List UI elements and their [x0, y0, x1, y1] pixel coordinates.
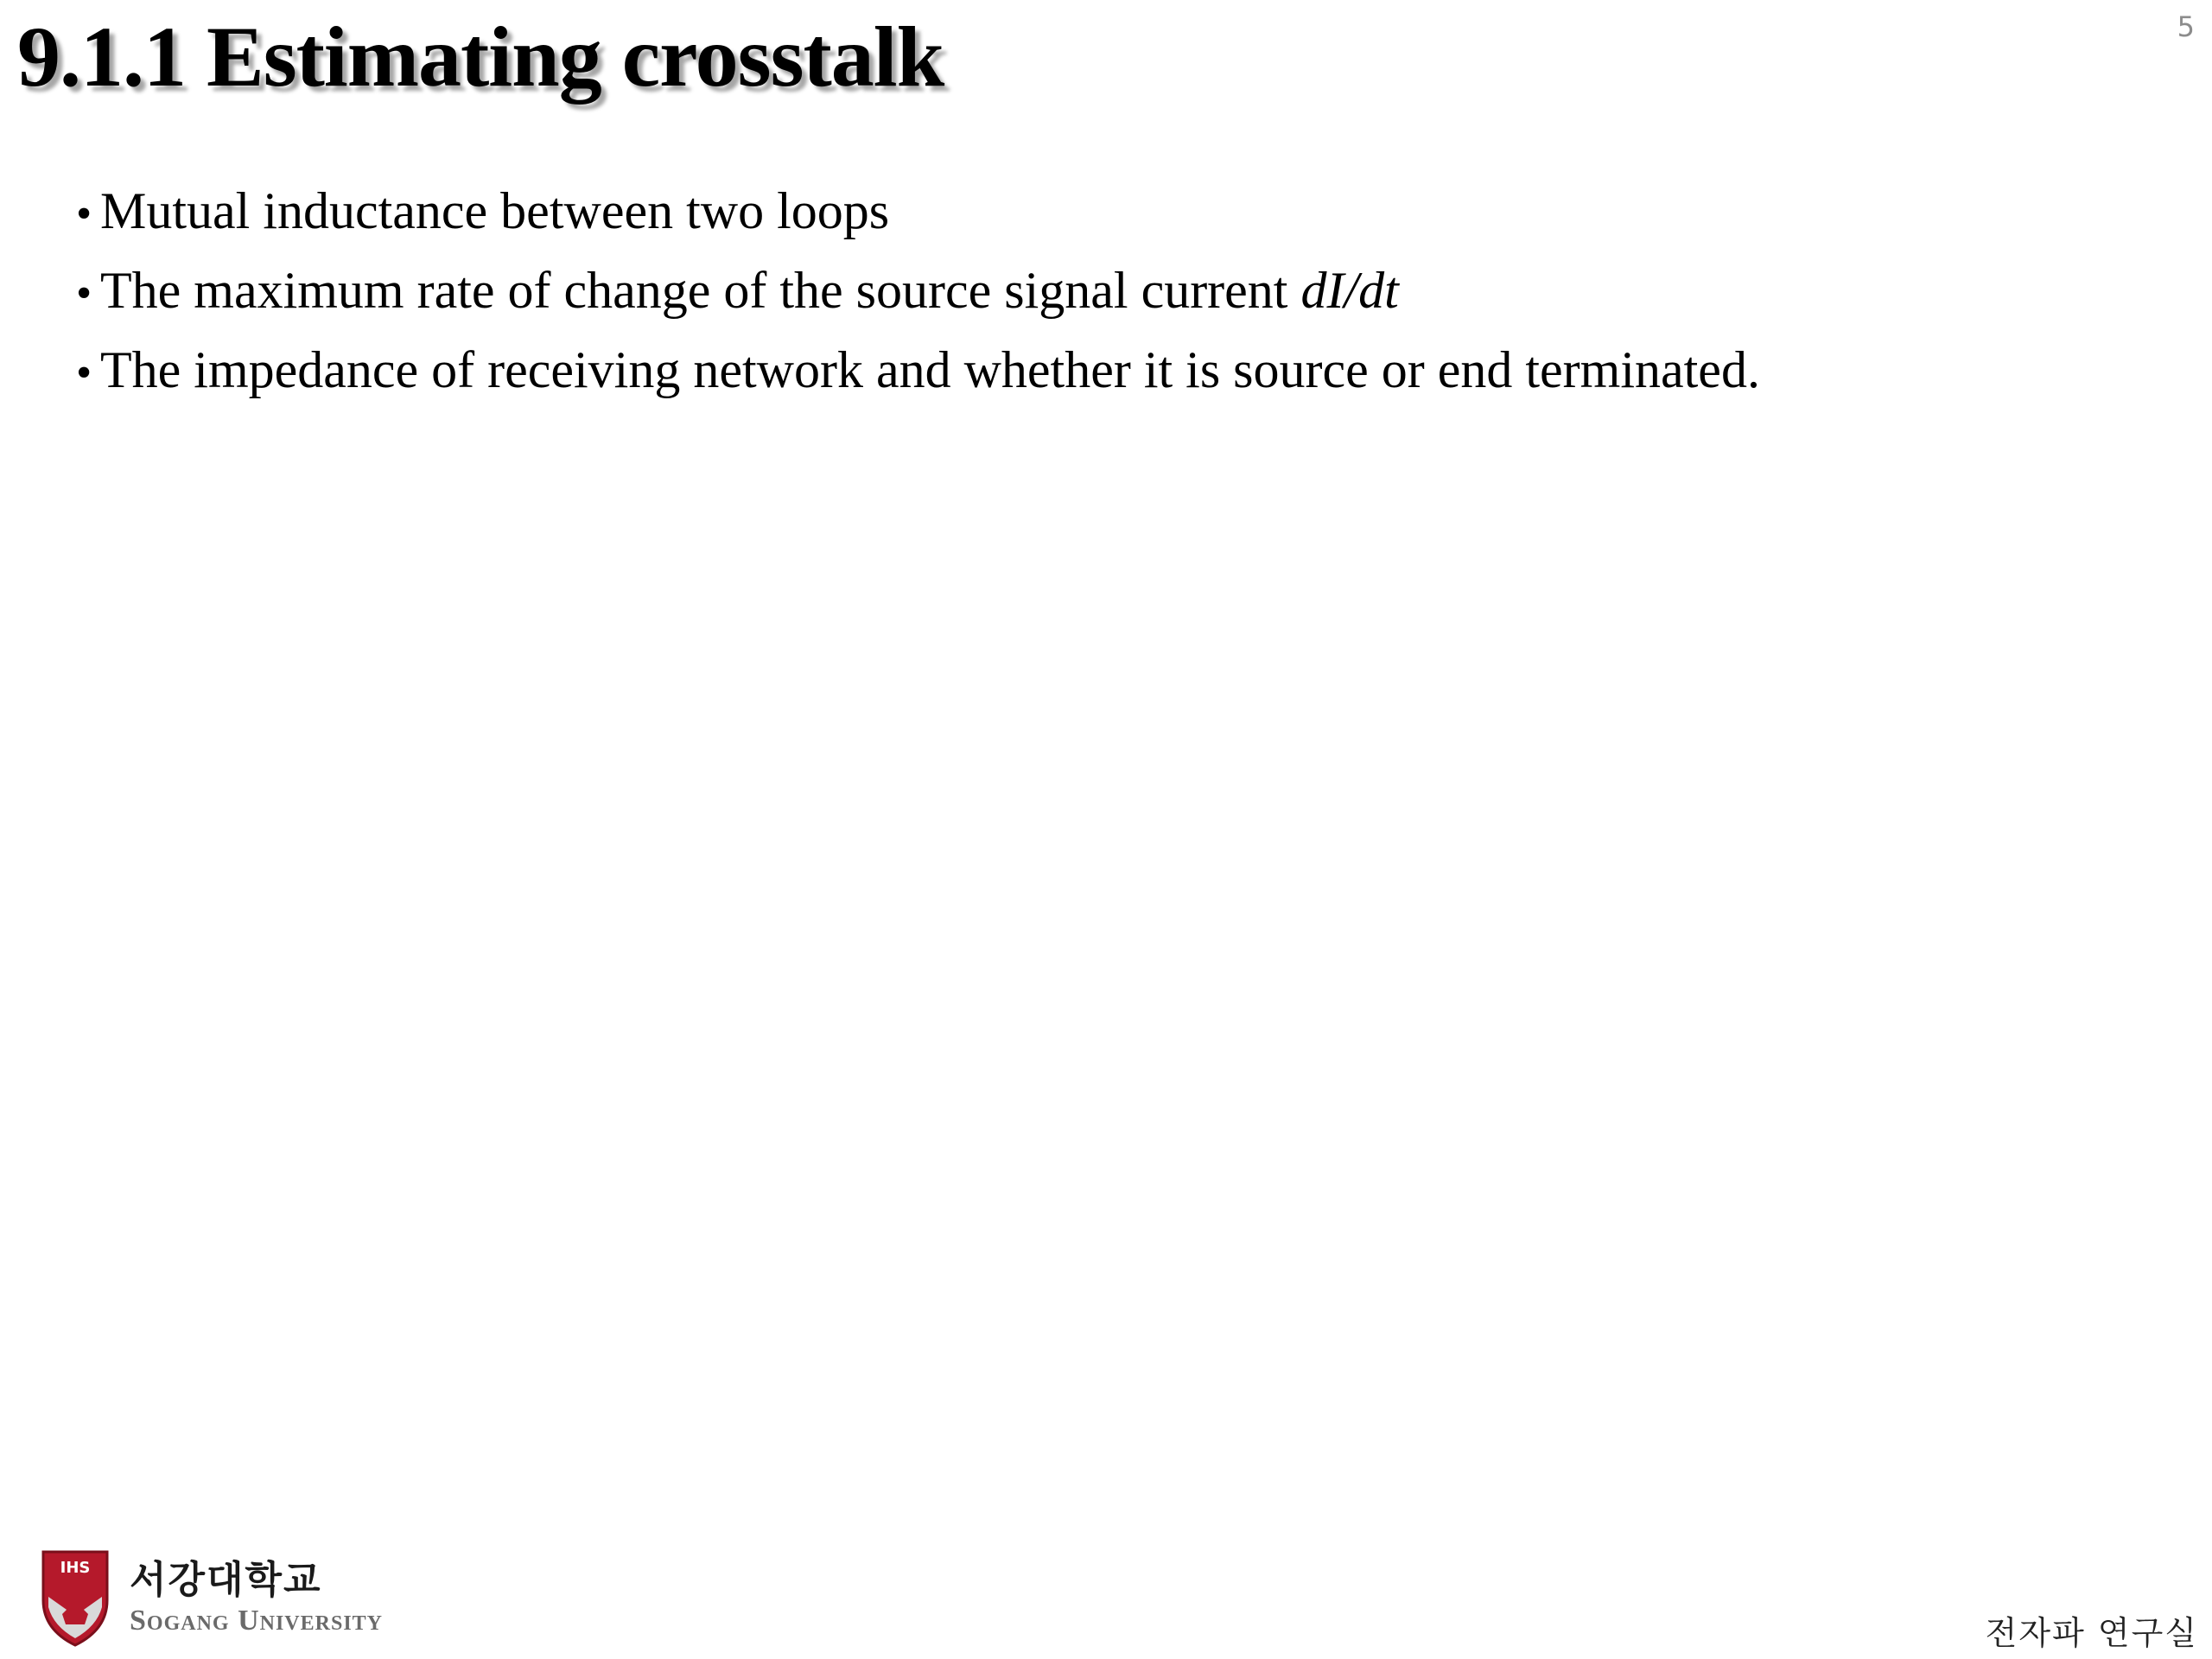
- bullet-item: [76, 330, 1760, 410]
- page-number: 5: [2177, 10, 2195, 43]
- bullet-text: The impedance of receiving network and whether it is source or end terminated.: [100, 341, 1760, 398]
- bullet-text: Mutual inductance between two loops: [100, 182, 890, 239]
- crest-label: IHS: [60, 1559, 91, 1577]
- logo-korean-name: 서강대학교: [130, 1558, 322, 1602]
- bullet-icon: •: [76, 269, 92, 318]
- crest-shield-icon: [36, 1547, 114, 1649]
- bullet-icon: •: [76, 189, 92, 238]
- bullet-italic-term: dI/dt: [1300, 262, 1399, 319]
- bullet-text: The maximum rate of change of the source signal current: [100, 262, 1301, 319]
- logo-text: [130, 1557, 383, 1638]
- university-logo: [36, 1547, 383, 1649]
- bullet-item: [76, 171, 1760, 251]
- bullet-item: [76, 251, 1760, 330]
- bullet-list: [76, 171, 1760, 410]
- logo-english-name: Sogang University: [130, 1605, 384, 1637]
- bullet-icon: •: [76, 348, 92, 397]
- slide-title: 9.1.1 Estimating crosstalk: [17, 9, 944, 105]
- lab-name: 전자파 연구실: [1985, 1614, 2198, 1652]
